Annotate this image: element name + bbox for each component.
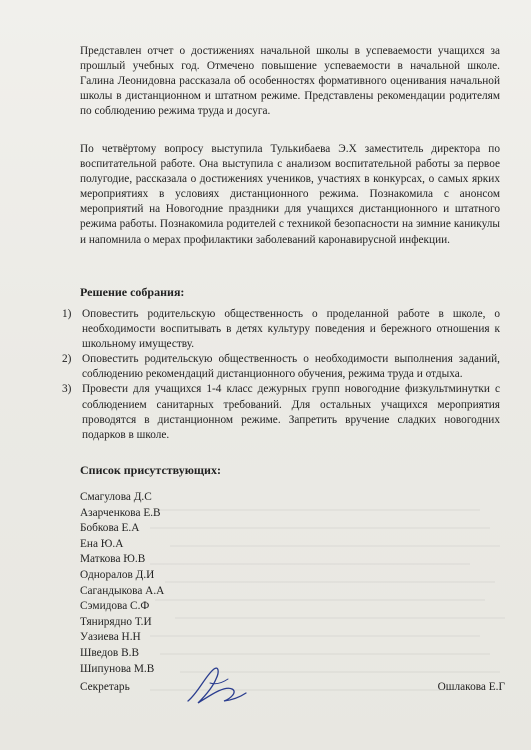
decision-text: Провести для учащихся 1-4 класс дежурных групп новогодние физкультминутки с соблюдением санитарных требований. Для остальных учащихся мероприятия проводятся в дистанционном режиме. Запретить вручение сладких новогодних подарков в школе. xyxy=(82,383,500,441)
decision-text: Оповестить родительскую общественность о проделанной работе в школе, о необходимости воспитывать в детях культуру поведения и бережного отношения к школьному имуществу. xyxy=(82,308,500,351)
attendee-name: Бобкова Е.А xyxy=(80,522,140,535)
attendees-list xyxy=(80,490,164,677)
attendee-name: Азарченкова Е.В xyxy=(80,506,161,519)
decision-number: 2) xyxy=(62,353,72,366)
decision-heading: Решение собрания: xyxy=(80,285,185,299)
decision-text: Оповестить родительскую общественность о необходимости выполнения заданий, соблюдению рекомендаций дистанционного обучения, режима труда и отдыха. xyxy=(82,353,500,381)
attendee-name: Сагандыкова А.А xyxy=(80,584,165,597)
decision-number: 3) xyxy=(62,383,72,396)
attendee-name: Уазиева Н.Н xyxy=(80,631,141,644)
decision-item xyxy=(62,352,500,382)
attendee-name: Смагулова Д.С xyxy=(80,491,152,503)
fourth-question-paragraph: По четвёртому вопросу выступила Тулькибаева Э.Х заместитель директора по воспитательной работе. Она выступила с анализом воспитательной работы за первое полугодие, рассказала о достижениях учеников, участиях в конкурсах, о самых ярких мероприятиях в условиях дистанционного режима. Познакомила с анонсом мероприятий на Новогодние праздники для учащихся дистанционного и штатного режима работы. Познакомила родителей с техникой безопасности на зимние каникулы и напомнила о мерах профилактики заболеваний каронавирусной инфекции. xyxy=(80,143,500,246)
report-paragraph: Представлен отчет о достижениях начальной школы в успеваемости учащихся за прошлый учебных год. Отмечено повышение успеваемости в начальной школе. Галина Леонидовна рассказала об особенностях формативного оценивания начальной школы в дистанционном и штатном режиме. Представлены рекомендации родителям по соблюдению режима труда и досуга. xyxy=(80,45,500,118)
attendee-name: Маткова Ю.В xyxy=(80,553,146,566)
attendee-name: Шведов В.В xyxy=(80,646,139,659)
handwritten-signature xyxy=(180,663,250,713)
attendee-name: Ена Ю.А xyxy=(80,537,124,550)
attendee-name: Сэмидова С.Ф xyxy=(80,600,150,613)
attendees-heading: Список присутствующих: xyxy=(80,463,221,477)
secretary-name: Ошлакова Е.Г xyxy=(437,681,505,693)
decision-item xyxy=(62,382,500,442)
decision-list xyxy=(62,307,500,443)
decision-number: 1) xyxy=(62,308,72,320)
attendee-name: Шипунова М.В xyxy=(80,662,155,675)
attendee-name: Тяниряднo Т.И xyxy=(80,615,152,628)
decision-item xyxy=(62,307,500,352)
secretary-label: Секретарь xyxy=(80,681,130,693)
attendee-name: Одноралов Д.И xyxy=(80,568,155,581)
